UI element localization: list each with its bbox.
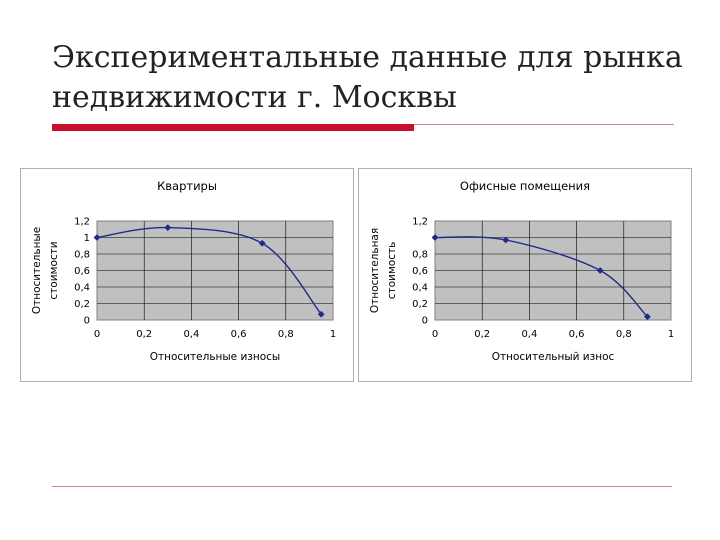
apartments-chart-svg: [21, 169, 353, 381]
bottom-rule: [52, 486, 672, 487]
offices-y-tick-label: 0,8: [412, 249, 428, 261]
slide-title: Экспериментальные данные для рынка недвижимости г. Москвы: [52, 40, 683, 115]
title-accent-bar: [52, 124, 414, 131]
title-rule: [414, 124, 674, 125]
apartments-x-tick-label: 0,8: [277, 329, 294, 340]
offices-chart: [358, 168, 692, 382]
offices-x-tick-label: 0: [431, 329, 439, 340]
apartments-x-tick-label: 0,4: [183, 329, 200, 340]
apartments-y-axis-title-line: Относительные: [31, 226, 43, 315]
offices-y-axis-title-line: Относительная: [369, 227, 381, 314]
apartments-y-tick-label: 0,6: [74, 266, 90, 277]
apartments-chart: [20, 168, 354, 382]
apartments-y-tick-label: 1: [83, 233, 90, 244]
apartments-y-axis-title-line: стоимости: [48, 241, 60, 300]
offices-y-axis-title-line: стоимость: [386, 241, 398, 300]
offices-chart-svg: [359, 169, 691, 381]
offices-x-tick-label: 1: [667, 329, 675, 340]
apartments-y-tick-label: 0,8: [74, 249, 90, 261]
apartments-x-tick-label: 1: [329, 329, 337, 340]
apartments-x-tick-label: 0: [93, 329, 101, 340]
apartments-chart-title: Квартиры: [157, 179, 217, 193]
offices-y-tick-label: 0: [421, 315, 428, 327]
apartments-x-tick-label: 0,2: [136, 329, 153, 340]
offices-y-tick-label: 0,4: [412, 282, 428, 294]
offices-y-tick-label: 1,2: [412, 216, 428, 228]
apartments-y-tick-label: 0,2: [74, 299, 90, 310]
apartments-x-tick-label: 0,6: [230, 329, 247, 340]
offices-x-tick-label: 0,2: [474, 329, 491, 340]
offices-y-tick-label: 0,6: [412, 266, 428, 277]
apartments-y-tick-label: 0: [83, 315, 90, 327]
offices-chart-title: Офисные помещения: [459, 179, 591, 193]
apartments-y-tick-label: 1,2: [74, 216, 90, 228]
apartments-x-axis-title: Относительные износы: [149, 351, 281, 363]
apartments-y-tick-label: 0,4: [74, 282, 90, 294]
offices-x-tick-label: 0,4: [521, 329, 538, 340]
offices-x-tick-label: 0,6: [568, 329, 585, 340]
offices-x-axis-title: Относительный износ: [491, 351, 615, 363]
offices-x-tick-label: 0,8: [615, 329, 632, 340]
offices-y-tick-label: 0,2: [412, 299, 428, 310]
